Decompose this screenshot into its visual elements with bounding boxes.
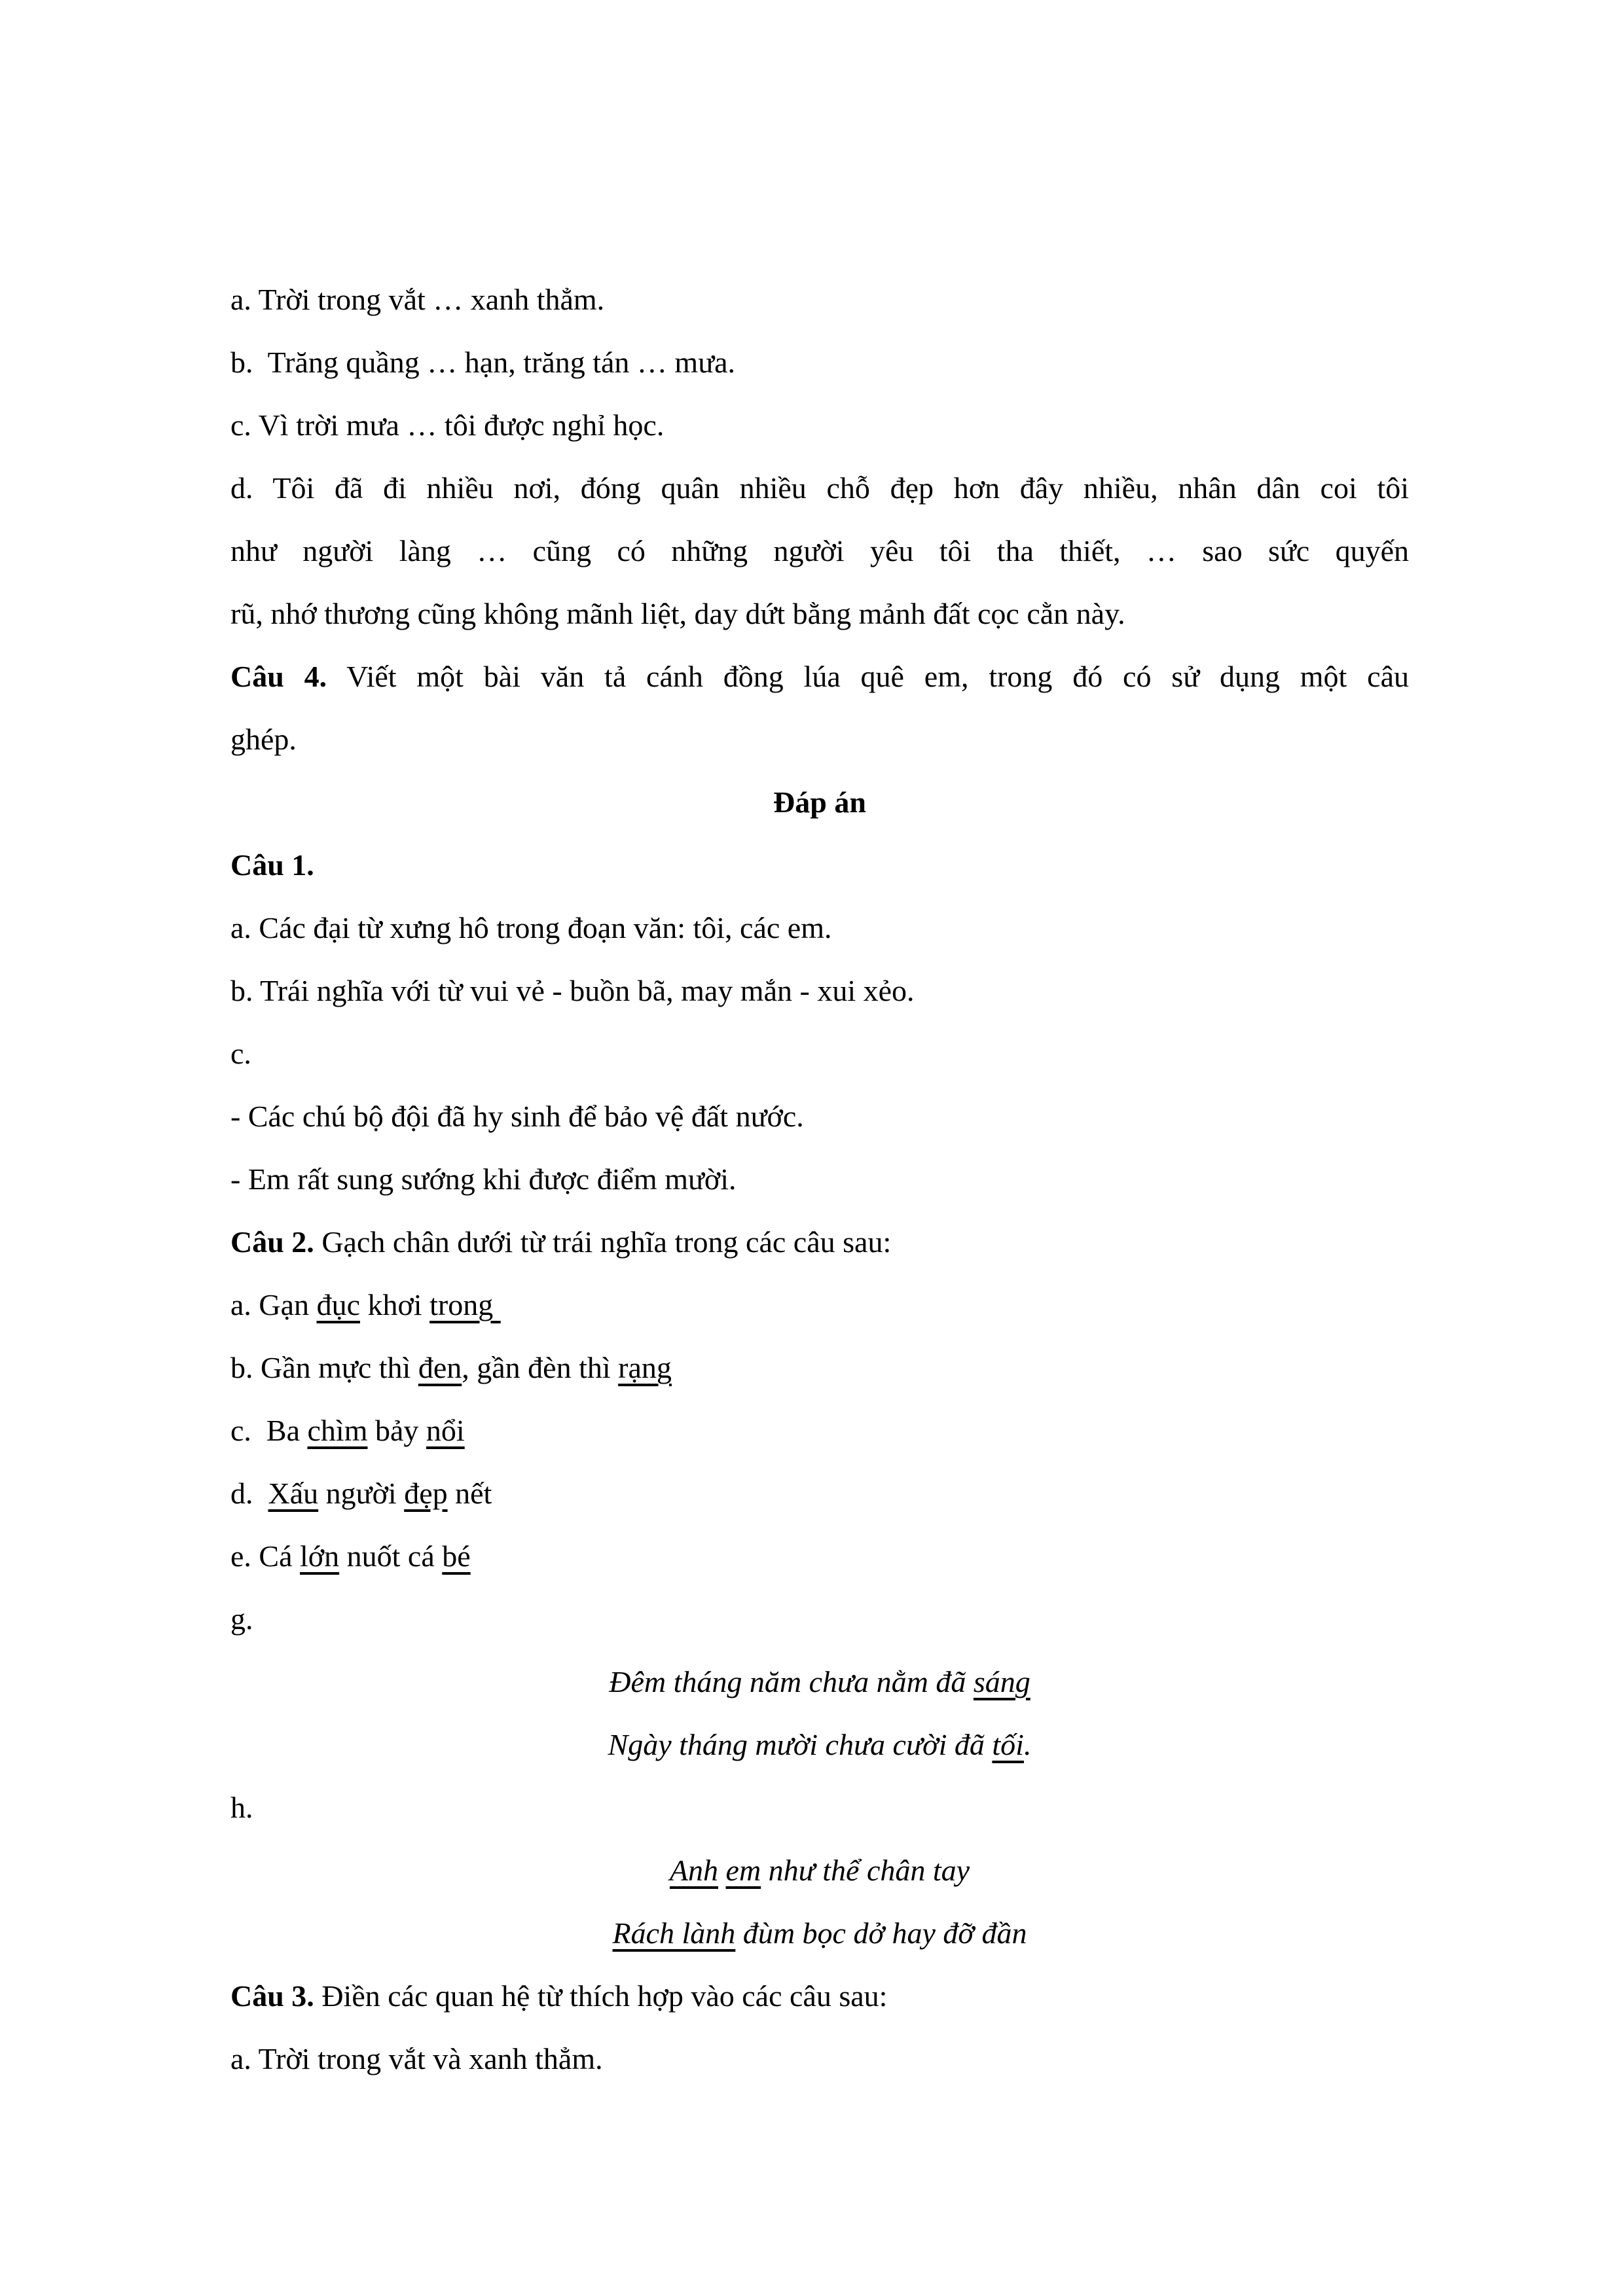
underlined-text: chìm: [307, 1414, 368, 1447]
text-segment: d.: [230, 1477, 268, 1510]
underlined-text: tối: [992, 1728, 1024, 1761]
answer-2g-verse-2: [230, 1713, 1409, 1776]
text-segment: Câu 1.: [230, 848, 314, 882]
underlined-text: lớn: [300, 1539, 340, 1573]
answer-3a: [230, 2028, 1409, 2090]
text-segment: - Em rất sung sướng khi được điểm mười.: [230, 1162, 737, 1196]
text-segment: e. Cá: [230, 1539, 301, 1573]
text-segment: d. Tôi đã đi nhiều nơi, đóng quân nhiều chỗ đẹp hơn đây nhiều, nhân dân coi tôi: [230, 471, 1409, 505]
answer-1b: [230, 960, 1409, 1022]
answer-2e: [230, 1525, 1409, 1588]
text-segment: c. Vì trời mưa … tôi được nghỉ học.: [230, 408, 665, 442]
answer-2g-verse-1: [230, 1651, 1409, 1713]
text-segment: b. Trái nghĩa với từ vui vẻ - buồn bã, may mắn - xui xẻo.: [230, 974, 915, 1007]
answer-1c-label: [230, 1022, 1409, 1085]
underlined-text: nổi: [426, 1414, 465, 1447]
answer-2g-label: [230, 1588, 1409, 1651]
text-segment: a. Trời trong vắt … xanh thẳm.: [230, 283, 605, 316]
text-segment: - Các chú bộ đội đã hy sinh để bảo vệ đất nước.: [230, 1100, 804, 1133]
underlined-text: rạng: [618, 1351, 672, 1384]
text-segment: như thể chân tay: [761, 1854, 970, 1887]
text-segment: nết: [447, 1477, 492, 1510]
document-body: [230, 268, 1409, 2090]
underlined-text: đẹp: [404, 1477, 448, 1510]
text-segment: Câu 2.: [230, 1225, 314, 1259]
heading-dap-an: [230, 771, 1409, 834]
line-cau4-2: [230, 708, 1409, 771]
underlined-text: đen: [418, 1351, 462, 1384]
text-segment: Điền các quan hệ từ thích hợp vào các câu sau:: [314, 1979, 888, 2013]
text-segment: .: [1023, 1728, 1032, 1761]
label-cau-2: [230, 1211, 1409, 1274]
text-segment: như người làng … cũng có những người yêu tôi tha thiết, … sao sức quyến: [230, 534, 1409, 567]
underlined-text: đục: [316, 1288, 360, 1321]
underlined-text: sáng: [973, 1665, 1030, 1698]
line-fill-c: [230, 394, 1409, 457]
text-segment: người: [318, 1477, 405, 1510]
text-segment: h.: [230, 1791, 253, 1824]
line-fill-d-2: [230, 520, 1409, 583]
label-cau-1: [230, 834, 1409, 897]
text-segment: Câu 4.: [230, 660, 327, 693]
text-segment: rũ, nhớ thương cũng không mãnh liệt, day dứt bằng mảnh đất cọc cằn này.: [230, 597, 1125, 630]
text-segment: nuốt cá: [339, 1539, 443, 1573]
line-cau4-1: [230, 645, 1409, 708]
text-segment: bảy: [367, 1414, 426, 1447]
line-fill-d-1: [230, 457, 1409, 520]
label-cau-3: [230, 1965, 1409, 2028]
underlined-text: Rách lành: [612, 1916, 736, 1950]
underlined-text: trong: [429, 1288, 501, 1321]
text-segment: đùm bọc dở hay đỡ đần: [735, 1916, 1027, 1950]
text-segment: Viết một bài văn tả cánh đồng lúa quê em, trong đó có sử dụng một câu: [327, 660, 1409, 693]
underlined-text: em: [725, 1854, 761, 1887]
text-segment: a. Trời trong vắt và xanh thẳm.: [230, 2042, 603, 2075]
answer-1c-ex1: [230, 1085, 1409, 1148]
text-segment: , gần đèn thì: [462, 1351, 619, 1384]
text-segment: Đêm tháng năm chưa nằm đã: [609, 1665, 974, 1698]
underlined-text: Anh: [669, 1854, 719, 1887]
answer-2h-verse-1: [230, 1839, 1409, 1902]
answer-2h-label: [230, 1776, 1409, 1839]
text-segment: b. Trăng quầng … hạn, trăng tán … mưa.: [230, 346, 736, 379]
line-fill-d-3: [230, 583, 1409, 645]
text-segment: ghép.: [230, 723, 297, 756]
text-segment: Ngày tháng mười chưa cười đã: [608, 1728, 993, 1761]
answer-2a: [230, 1274, 1409, 1336]
answer-1a: [230, 897, 1409, 960]
answer-2d: [230, 1462, 1409, 1525]
underlined-text: Xấu: [268, 1477, 319, 1510]
text-segment: khơi: [359, 1288, 430, 1321]
text-segment: b. Gần mực thì: [230, 1351, 418, 1384]
text-segment: Câu 3.: [230, 1979, 314, 2013]
text-segment: a. Gạn: [230, 1288, 317, 1321]
answer-2h-verse-2: [230, 1902, 1409, 1965]
line-fill-a: [230, 268, 1409, 331]
text-segment: [718, 1854, 726, 1887]
answer-2c: [230, 1399, 1409, 1462]
answer-1c-ex2: [230, 1148, 1409, 1211]
answer-2b: [230, 1336, 1409, 1399]
line-fill-b: [230, 331, 1409, 394]
underlined-text: bé: [442, 1539, 471, 1573]
text-segment: Gạch chân dưới từ trái nghĩa trong các câu sau:: [314, 1225, 892, 1259]
text-segment: c.: [230, 1037, 251, 1070]
text-segment: g.: [230, 1602, 253, 1636]
text-segment: a. Các đại từ xưng hô trong đoạn văn: tôi, các em.: [230, 911, 832, 944]
text-segment: Đáp án: [773, 785, 866, 819]
text-segment: c. Ba: [230, 1414, 308, 1447]
